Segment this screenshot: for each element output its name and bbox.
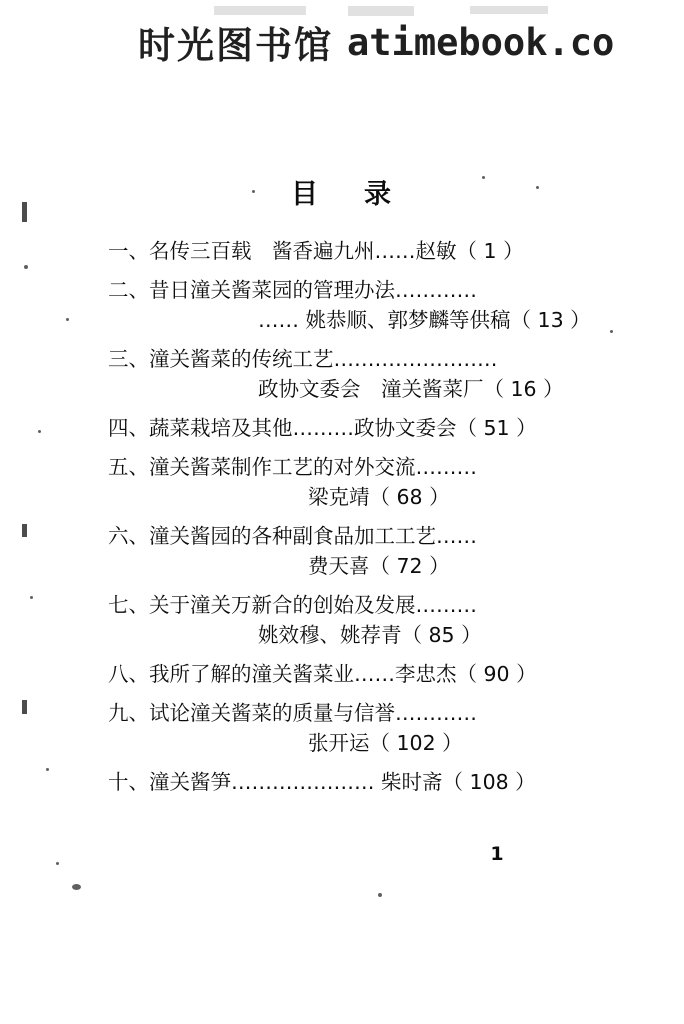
page-title-right: 录 — [364, 179, 393, 210]
scan-artifact — [38, 430, 41, 433]
toc-entry-line: 六、潼关酱园的各种副食品加工工艺…… — [108, 524, 477, 548]
toc-entry-line: 五、潼关酱菜制作工艺的对外交流……… — [108, 455, 477, 479]
toc-entry-line: 费天喜（ 72 ） — [308, 554, 450, 578]
watermark-chinese-text: 时光图书馆 — [138, 24, 333, 67]
toc-entry-line: 七、关于潼关万新合的创始及发展……… — [108, 593, 477, 617]
toc-entry-line: …… 姚恭顺、郭梦麟等供稿（ 13 ） — [258, 308, 591, 332]
scan-artifact — [22, 524, 27, 537]
toc-entry-line: 政协文委会 潼关酱菜厂（ 16 ） — [258, 377, 564, 401]
toc-entry-line: 九、试论潼关酱菜的质量与信誉………… — [108, 701, 477, 725]
toc-entry — [108, 590, 598, 650]
toc-entry-line: 四、蔬菜栽培及其他………政协文委会（ 51 ） — [108, 416, 537, 440]
toc-entry-line: 张开运（ 102 ） — [308, 731, 463, 755]
toc-entry — [108, 275, 598, 335]
scan-artifact — [66, 318, 69, 321]
watermark-banner — [0, 6, 684, 78]
scan-artifact — [482, 176, 485, 179]
scan-artifact — [24, 265, 28, 269]
toc-entry-line: 八、我所了解的潼关酱菜业……李忠杰（ 90 ） — [108, 662, 537, 686]
toc-entry — [108, 413, 598, 443]
toc-entry-line: 十、潼关酱笋………………… 柴时斋（ 108 ） — [108, 770, 536, 794]
toc-entry — [108, 767, 598, 797]
scan-artifact — [22, 202, 27, 222]
scan-artifact — [46, 768, 49, 771]
toc-entry — [108, 452, 598, 512]
toc-entry — [108, 698, 598, 758]
scan-smudge — [214, 6, 306, 15]
page-title — [0, 172, 684, 211]
toc-entry — [108, 344, 598, 404]
scan-smudge — [470, 6, 548, 14]
scan-artifact — [378, 893, 382, 897]
scan-artifact — [30, 596, 33, 599]
table-of-contents — [108, 236, 598, 806]
scan-artifact — [536, 186, 539, 189]
toc-entry-line: 三、潼关酱菜的传统工艺…………………… — [108, 347, 498, 371]
page-title-left: 目 — [291, 179, 320, 210]
scan-artifact — [22, 700, 27, 714]
toc-entry — [108, 236, 598, 266]
toc-entry-line: 姚效穆、姚荐青（ 85 ） — [258, 623, 482, 647]
scan-artifact — [252, 190, 255, 193]
scan-artifact — [610, 330, 613, 333]
scan-artifact — [56, 862, 59, 865]
scan-artifact — [72, 884, 81, 890]
watermark-latin-text: atimebook.co — [347, 20, 615, 64]
scan-smudge — [348, 6, 414, 16]
toc-entry — [108, 521, 598, 581]
page-number: 1 — [490, 843, 504, 865]
toc-entry-line: 一、名传三百载 酱香遍九州……赵敏（ 1 ） — [108, 239, 524, 263]
toc-entry — [108, 659, 598, 689]
toc-entry-line: 梁克靖（ 68 ） — [308, 485, 450, 509]
toc-entry-line: 二、昔日潼关酱菜园的管理办法………… — [108, 278, 477, 302]
